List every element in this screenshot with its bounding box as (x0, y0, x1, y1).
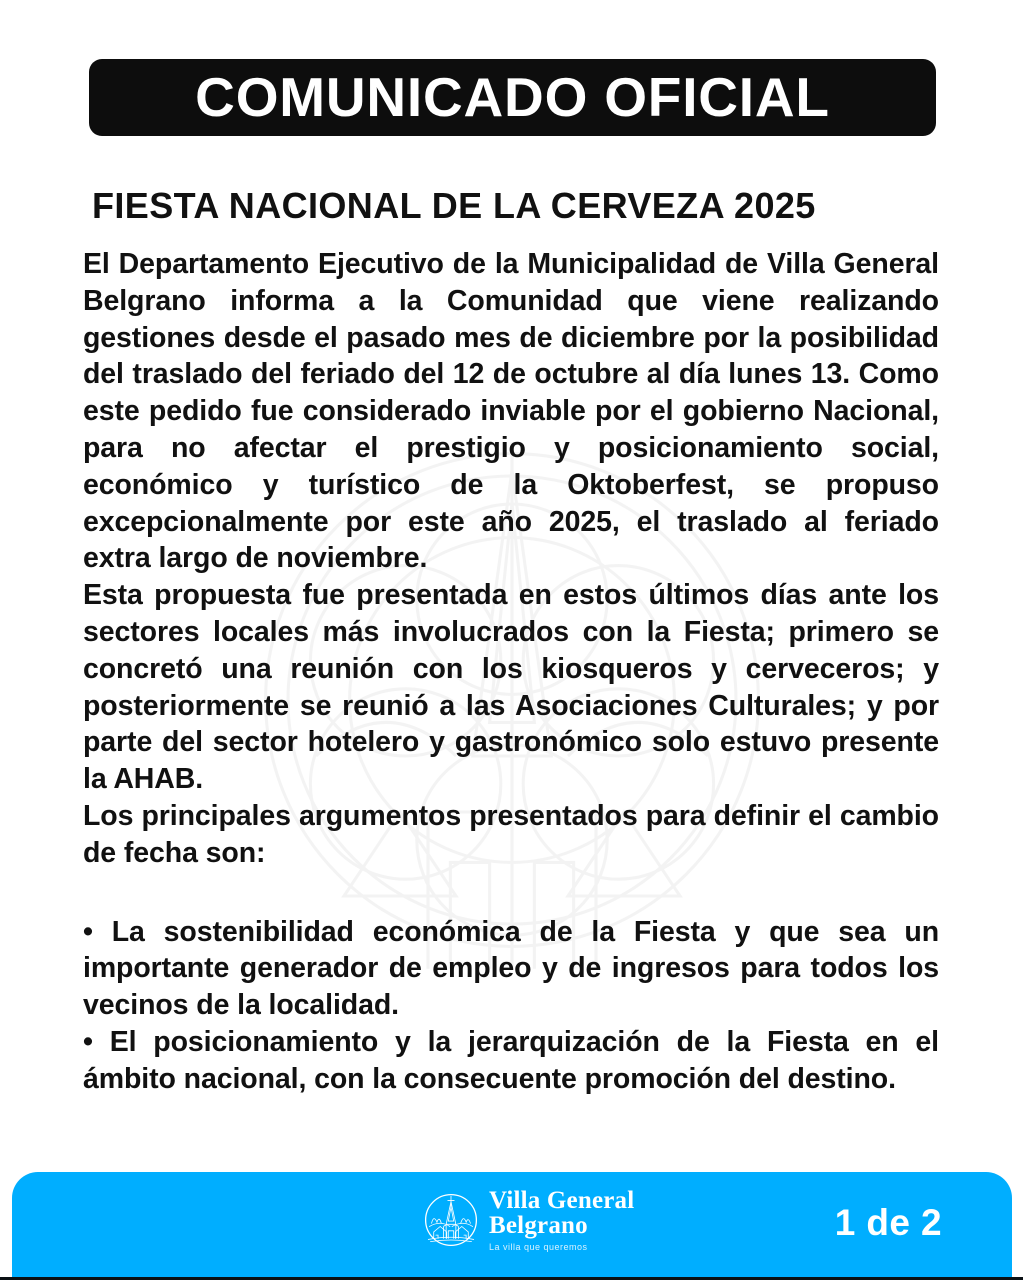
body-text-block (83, 246, 939, 1098)
municipality-logo (424, 1188, 634, 1252)
logo-tagline: La villa que queremos (489, 1242, 588, 1252)
bullet-item-sustainability: • La sostenibilidad económica de la Fiesta y que sea un importante generador de empleo y de ingresos para todos los vecinos de la localidad. (83, 915, 939, 1022)
paragraph-spacer (83, 872, 939, 914)
footer-bar (12, 1172, 1012, 1280)
bullet-item-positioning: • El posicionamiento y la jerarquización de la Fiesta en el ámbito nacional, con la consecuente promoción del destino. (83, 1025, 939, 1095)
paragraph-arguments-lead: Los principales argumentos presentados para definir el cambio de fecha son: (83, 799, 939, 869)
page-indicator: 1 de 2 (834, 1202, 942, 1243)
paragraph-consultations: Esta propuesta fue presentada en estos últimos días ante los sectores locales más involucrados con la Fiesta; primero se concretó una reunión con los kiosqueros y cerveceros; y posteriormente se reunió a las Asociaciones Culturales; y por parte del sector hotelero y gastronómico solo estuvo presente la AHAB. (83, 579, 939, 796)
village-crest-icon (424, 1193, 478, 1247)
header-banner (89, 59, 936, 136)
page-subtitle: FIESTA NACIONAL DE LA CERVEZA 2025 (92, 185, 816, 226)
paragraph-intro: El Departamento Ejecutivo de la Municipalidad de Villa General Belgrano informa a la Comunidad que viene realizando gestiones desde el pasado mes de diciembre por la posibilidad del traslado del feriado del 12 de octubre al día lunes 13. Como este pedido fue considerado inviable por el gobierno Nacional, para no afectar el prestigio y posicionamiento social, económico y turístico de la Oktoberfest, se propuso excepcionalmente por este año 2025, el traslado al feriado extra largo de noviembre. (83, 248, 939, 575)
logo-wordmark (489, 1188, 634, 1252)
header-banner-title: COMUNICADO OFICIAL (195, 66, 830, 128)
logo-line-one: Villa General (489, 1187, 635, 1214)
logo-line-two: Belgrano (489, 1212, 588, 1239)
